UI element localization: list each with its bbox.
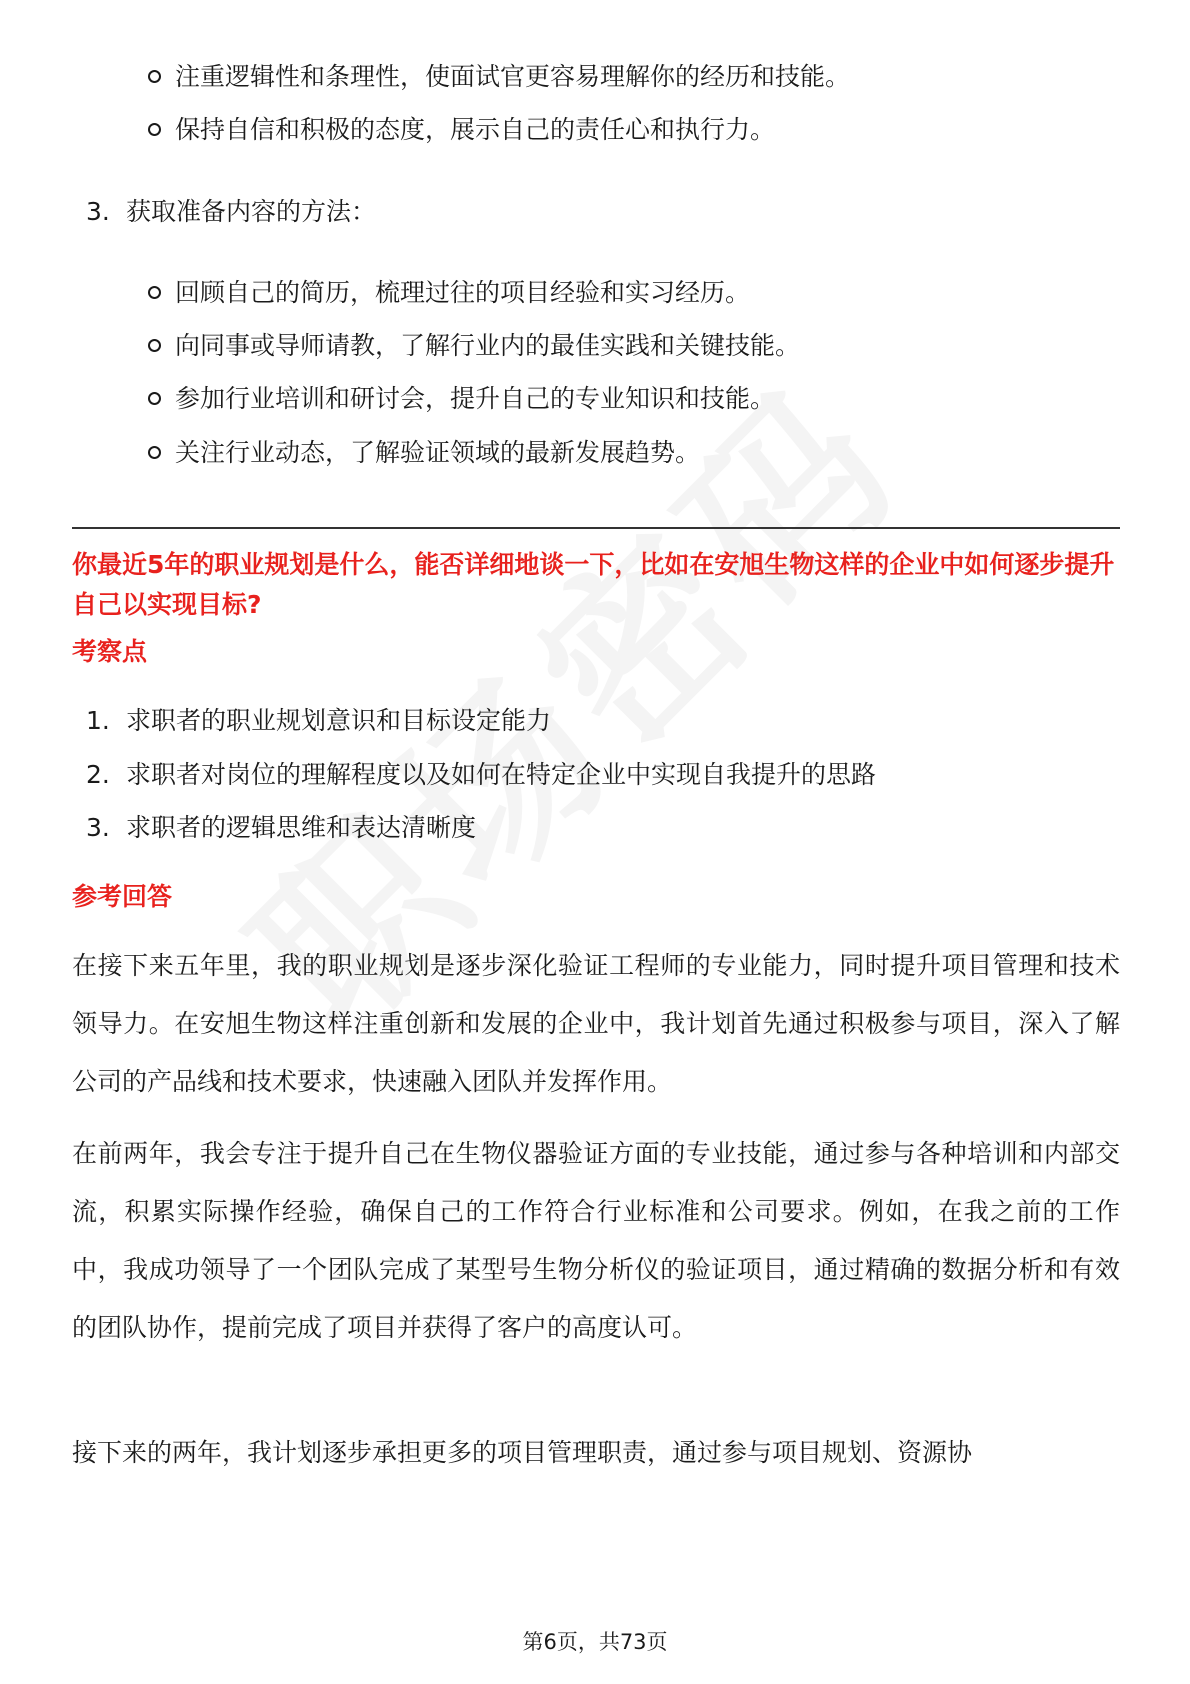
focus-point <box>86 758 876 792</box>
method-item <box>148 382 775 416</box>
answer-heading: 参考回答 <box>72 882 173 911</box>
tip-text: 注重逻辑性和条理性，使面试官更容易理解你的经历和技能。 <box>175 62 851 91</box>
focus-text: 求职者的逻辑思维和表达清晰度 <box>126 813 477 842</box>
bullet-circle-icon <box>148 392 161 405</box>
method-text: 向同事或导师请教，了解行业内的最佳实践和关键技能。 <box>175 331 801 360</box>
method-item <box>148 329 800 363</box>
bullet-circle-icon <box>148 286 161 299</box>
tip-text: 保持自信和积极的态度，展示自己的责任心和执行力。 <box>175 115 776 144</box>
tip-item <box>148 60 850 94</box>
bullet-circle-icon <box>148 446 161 459</box>
method-item <box>148 276 750 310</box>
answer-paragraph: 在前两年，我会专注于提升自己在生物仪器验证方面的专业技能，通过参与各种培训和内部交流，积累实际操作经验，确保自己的工作符合行业标准和公司要求。例如，在我之前的工作中，我成功领导了一个团队完成了某型号生物分析仪的验证项目，通过精确的数据分析和有效的团队协作，提前完成了项目并获得了客户的高度认可。 <box>72 1139 1120 1342</box>
method-text: 参加行业培训和研讨会，提升自己的专业知识和技能。 <box>175 384 776 413</box>
tip-item <box>148 113 775 147</box>
interview-question: 你最近5年的职业规划是什么，能否详细地谈一下，比如在安旭生物这样的企业中如何逐步提升自己以实现目标? <box>72 550 1115 619</box>
bullet-circle-icon <box>148 70 161 83</box>
focus-number: 1. <box>86 706 110 735</box>
section-divider <box>72 527 1120 529</box>
focus-point <box>86 811 476 845</box>
focus-number: 2. <box>86 760 110 789</box>
focus-number: 3. <box>86 813 110 842</box>
focus-heading: 考察点 <box>72 637 148 666</box>
page-footer: 第6页，共73页 <box>522 1630 668 1654</box>
method-text: 关注行业动态，了解验证领域的最新发展趋势。 <box>175 438 701 467</box>
focus-text: 求职者的职业规划意识和目标设定能力 <box>126 706 552 735</box>
section-number: 3. <box>86 197 110 226</box>
method-item <box>148 436 700 470</box>
bullet-circle-icon <box>148 123 161 136</box>
section-title: 获取准备内容的方法： <box>126 197 377 226</box>
method-text: 回顾自己的简历，梳理过往的项目经验和实习经历。 <box>175 278 751 307</box>
focus-text: 求职者对岗位的理解程度以及如何在特定企业中实现自我提升的思路 <box>126 760 877 789</box>
bullet-circle-icon <box>148 339 161 352</box>
answer-paragraph: 接下来的两年，我计划逐步承担更多的项目管理职责，通过参与项目规划、资源协 <box>72 1438 973 1467</box>
section-3-heading <box>86 195 376 229</box>
focus-point <box>86 704 551 738</box>
answer-paragraph: 在接下来五年里，我的职业规划是逐步深化验证工程师的专业能力，同时提升项目管理和技术领导力。在安旭生物这样注重创新和发展的企业中，我计划首先通过积极参与项目，深入了解公司的产品线和技术要求，快速融入团队并发挥作用。 <box>72 951 1120 1096</box>
